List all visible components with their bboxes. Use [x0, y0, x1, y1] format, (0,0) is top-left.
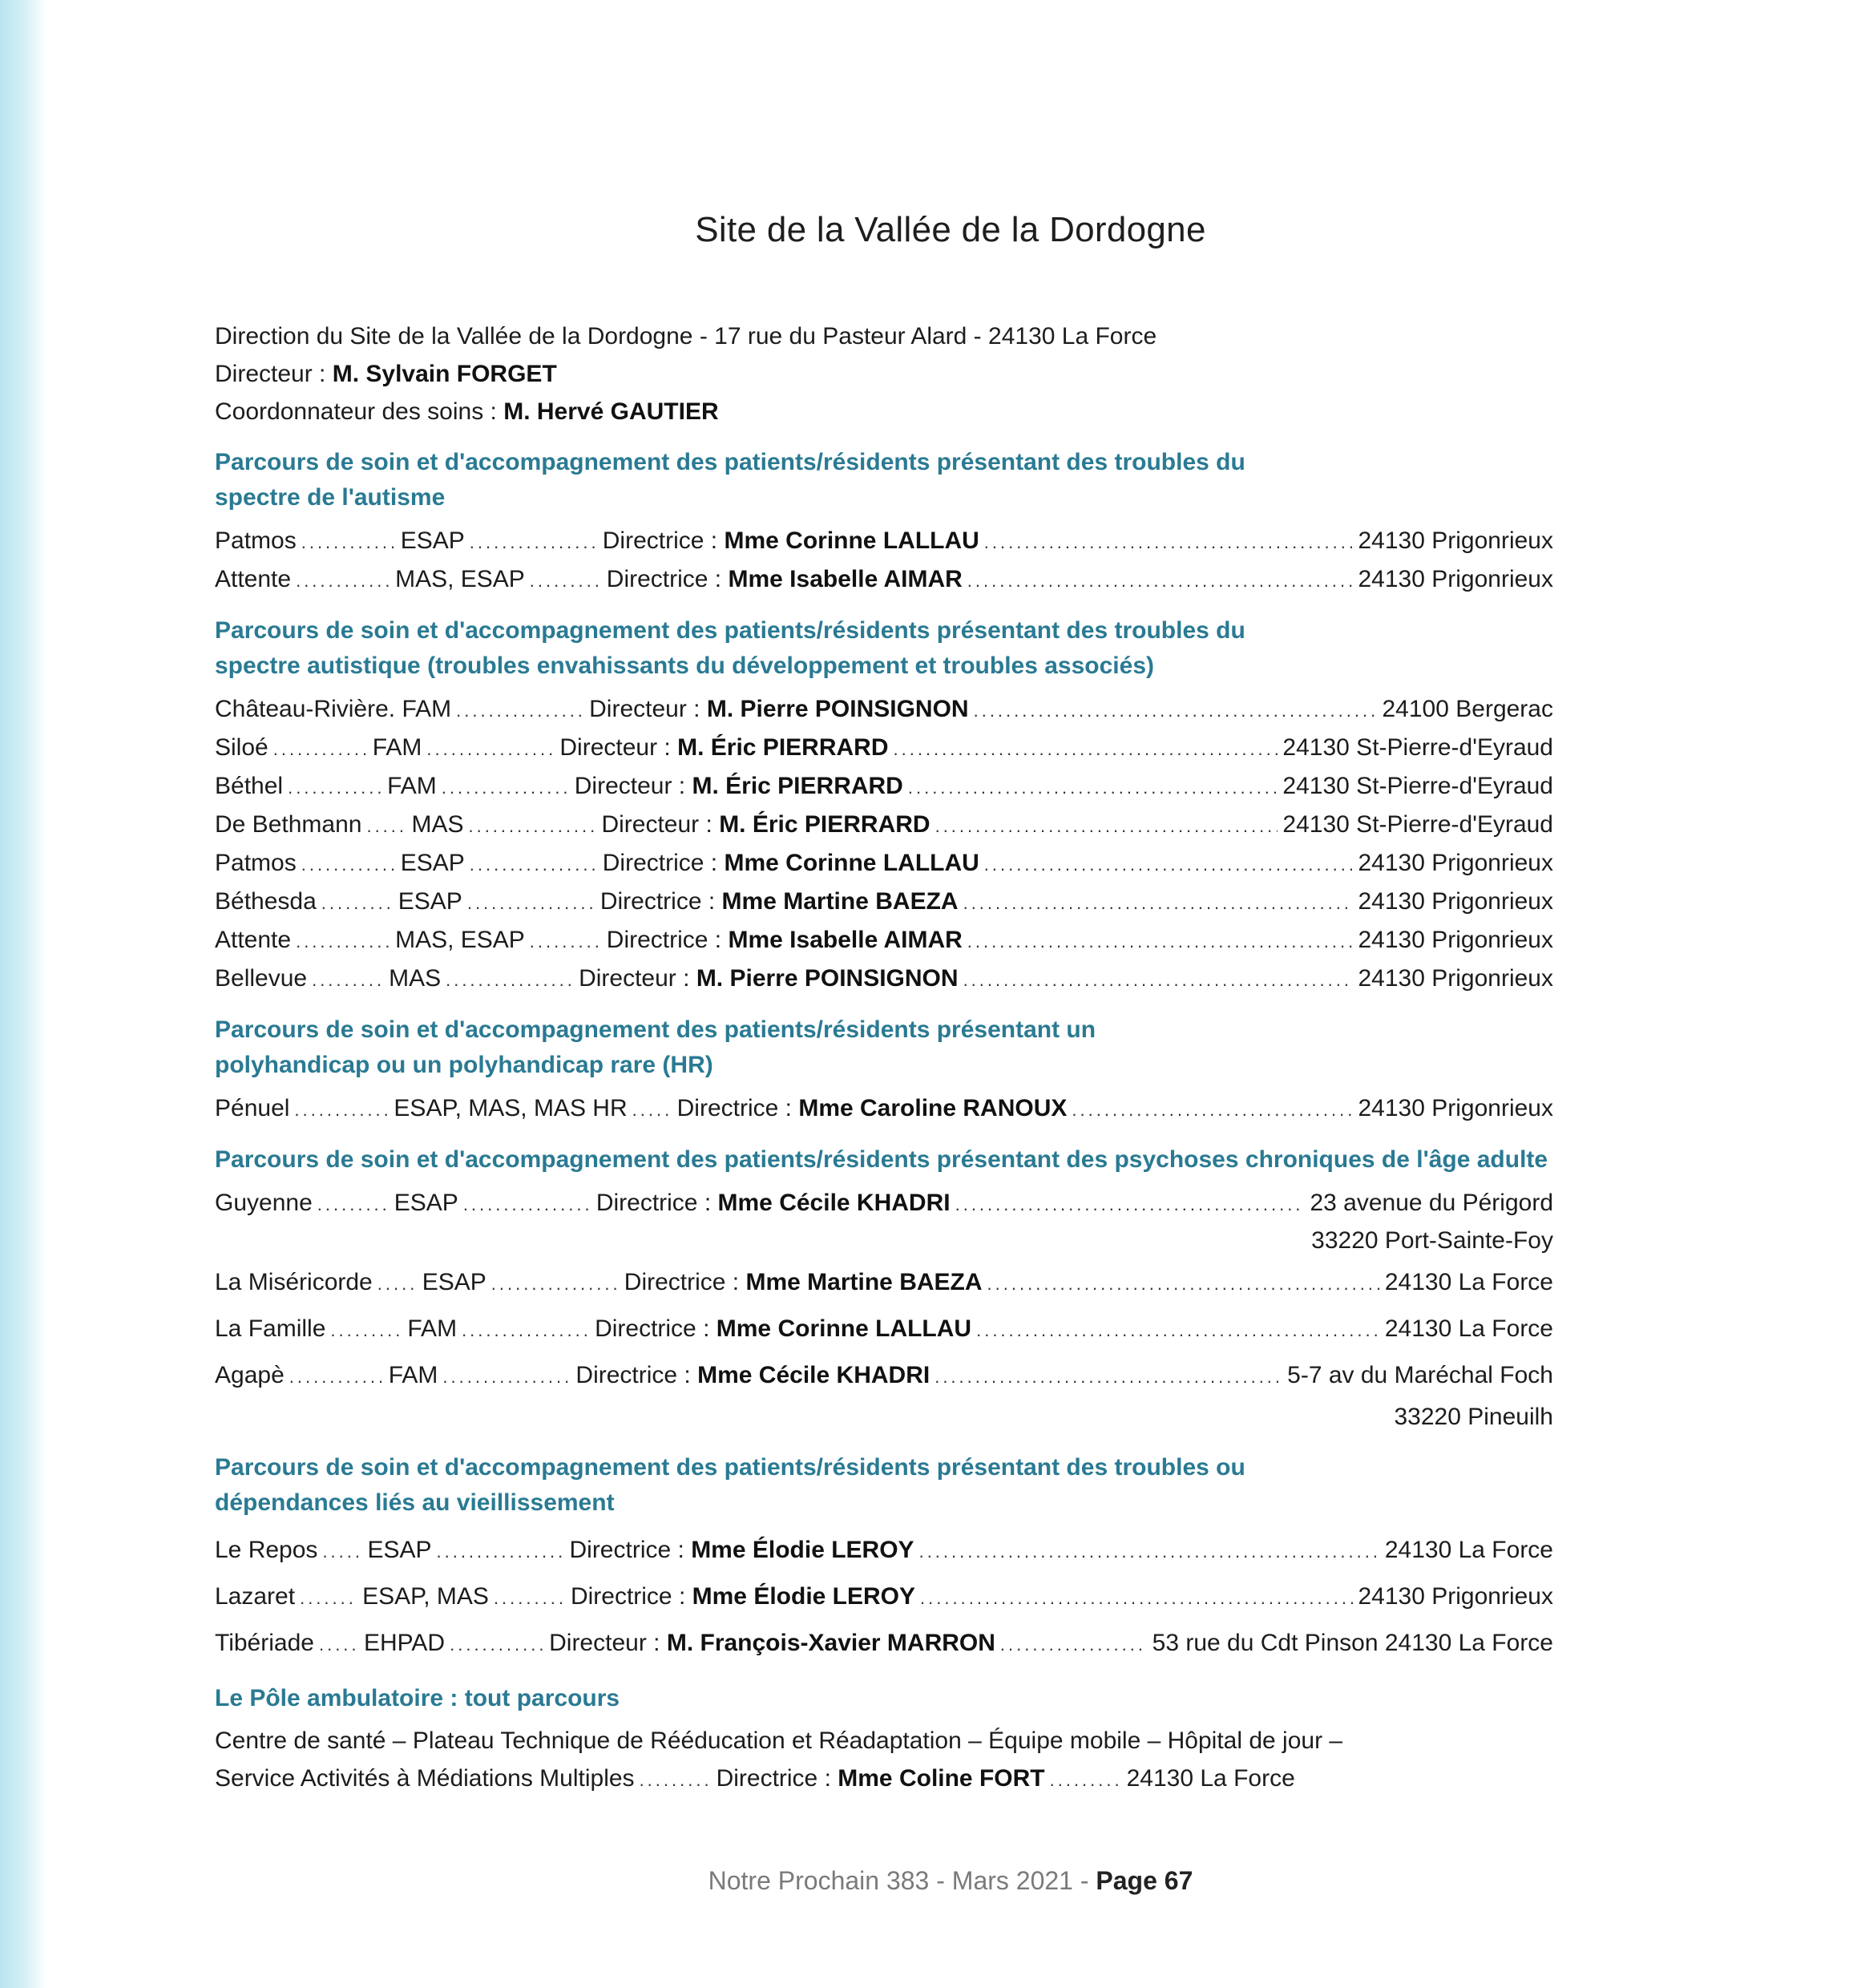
- section-title-psychoses: Parcours de soin et d'accompagnement des patients/résidents présentant des psychoses chroniques de l'âge adulte: [215, 1146, 1548, 1173]
- site-name: Patmos: [215, 850, 297, 876]
- role-label: Directeur :: [559, 734, 671, 761]
- site-name: Lazaret: [215, 1583, 296, 1610]
- ambulatory-row: [215, 1760, 1553, 1798]
- director-name: Mme Corinne LALLAU: [724, 527, 979, 554]
- director-name: Mme Isabelle AIMAR: [728, 927, 963, 953]
- director-line: [215, 355, 1553, 393]
- role-label: Directrice :: [595, 1190, 712, 1216]
- site-name: Siloé: [215, 734, 268, 761]
- section-title-ambulatory: Le Pôle ambulatoire : tout parcours: [215, 1685, 620, 1711]
- director-name: Mme Corinne LALLAU: [724, 850, 979, 876]
- address: 24130 Prigonrieux: [1358, 850, 1553, 876]
- address: 24130 Prigonrieux: [1358, 927, 1553, 953]
- listing-row: [215, 522, 1553, 560]
- facility-type: FAM: [372, 734, 422, 761]
- director-name: Mme Élodie LEROY: [691, 1537, 914, 1563]
- listing-row: [215, 921, 1553, 960]
- listing-row: [215, 1089, 1553, 1128]
- listing-row: [215, 1352, 1553, 1399]
- director-name: Mme Isabelle AIMAR: [728, 566, 963, 592]
- director-name: Mme Coline FORT: [838, 1765, 1045, 1792]
- role-label: Directeur :: [601, 811, 712, 838]
- coordinator-line: [215, 393, 1553, 430]
- facility-type: FAM: [388, 1362, 438, 1388]
- facility-type: ESAP, MAS: [362, 1583, 489, 1610]
- director-name: M. Éric PIERRARD: [677, 734, 889, 761]
- address: 24130 St-Pierre-d'Eyraud: [1282, 811, 1553, 838]
- listing-row: [215, 1306, 1553, 1352]
- site-name: Château-Rivière.: [215, 696, 396, 722]
- address: 24130 La Force: [1384, 1315, 1553, 1342]
- site-name: Béthesda: [215, 888, 317, 915]
- address: 24130 Prigonrieux: [1358, 965, 1553, 992]
- address: 24130 La Force: [1384, 1537, 1553, 1563]
- facility-type: ESAP: [367, 1537, 432, 1563]
- address: 24100 Bergerac: [1382, 696, 1553, 722]
- coordinator-label: Coordonnateur des soins :: [215, 398, 497, 425]
- address: 24130 St-Pierre-d'Eyraud: [1282, 734, 1553, 761]
- facility-type: ESAP: [398, 888, 462, 915]
- address: 24130 Prigonrieux: [1358, 566, 1553, 592]
- facility-type: MAS: [411, 811, 464, 838]
- listing-row: [215, 1259, 1553, 1306]
- director-label: Directeur :: [215, 361, 326, 387]
- site-name: Agapè: [215, 1362, 285, 1388]
- facility-type: ESAP, MAS, MAS HR: [394, 1095, 628, 1121]
- role-label: Directrice :: [676, 1095, 792, 1121]
- listing-row: [215, 1620, 1553, 1667]
- role-label: Directrice :: [570, 1583, 686, 1610]
- role-label: Directrice :: [569, 1537, 684, 1563]
- listing-row: [215, 767, 1553, 806]
- facility-type: EHPAD: [363, 1630, 446, 1656]
- address-line-2: 33220 Pineuilh: [1394, 1404, 1553, 1430]
- address: 24130 St-Pierre-d'Eyraud: [1282, 773, 1553, 799]
- facility-type: FAM: [402, 696, 452, 722]
- address: 23 avenue du Périgord: [1310, 1190, 1553, 1216]
- role-label: Directrice :: [602, 527, 718, 554]
- director-name: Mme Cécile KHADRI: [717, 1190, 951, 1216]
- facility-type: MAS, ESAP: [395, 927, 525, 953]
- page-edge-shadow: [0, 0, 46, 1988]
- listing-row: [215, 690, 1553, 729]
- site-name: Béthel: [215, 773, 284, 799]
- director-name: Mme Corinne LALLAU: [716, 1315, 972, 1342]
- site-name: Attente: [215, 566, 292, 592]
- role-label: Directeur :: [574, 773, 686, 799]
- role-label: Directrice :: [606, 927, 722, 953]
- role-label: Directeur :: [549, 1630, 660, 1656]
- site-name: Tibériade: [215, 1630, 314, 1656]
- listing-row: [215, 1527, 1553, 1574]
- role-label: Directeur :: [589, 696, 700, 722]
- site-name: Bellevue: [215, 965, 308, 992]
- ambulatory-services: Centre de santé – Plateau Technique de Rééducation et Réadaptation – Équipe mobile – Hôpital de jour –: [215, 1727, 1343, 1754]
- listing-row: [215, 1184, 1553, 1222]
- facility-type: MAS, ESAP: [395, 566, 525, 592]
- page-title: Site de la Vallée de la Dordogne: [695, 210, 1206, 249]
- direction-address: Direction du Site de la Vallée de la Dordogne - 17 rue du Pasteur Alard - 24130 La Force: [215, 323, 1157, 350]
- address: 24130 Prigonrieux: [1358, 1095, 1553, 1121]
- director-name: M. Pierre POINSIGNON: [706, 696, 969, 722]
- site-name: Guyenne: [215, 1190, 313, 1216]
- role-label: Directrice :: [716, 1765, 831, 1792]
- site-name: Le Repos: [215, 1537, 318, 1563]
- facility-type: MAS: [389, 965, 442, 992]
- section-title-autistic-spectrum: Parcours de soin et d'accompagnement des patients/résidents présentant des troubles du spectre autistique (troubles envahissants du développement et troubles associés): [215, 617, 1245, 679]
- site-name: Attente: [215, 927, 292, 953]
- footer-publication: Notre Prochain 383 - Mars 2021 -: [708, 1866, 1089, 1895]
- directory-content: [215, 317, 1553, 1798]
- address: 24130 Prigonrieux: [1358, 888, 1553, 915]
- facility-type: ESAP: [400, 527, 465, 554]
- site-name: Patmos: [215, 527, 297, 554]
- section-title-autism: Parcours de soin et d'accompagnement des patients/résidents présentant des troubles du spectre de l'autisme: [215, 449, 1245, 511]
- address-line-2: 33220 Port-Sainte-Foy: [1311, 1227, 1553, 1254]
- address: 24130 La Force: [1126, 1765, 1295, 1792]
- section-title-aging: Parcours de soin et d'accompagnement des patients/résidents présentant des troubles ou dépendances liés au vieillissement: [215, 1454, 1245, 1516]
- listing-row: [215, 883, 1553, 921]
- facility-type: ESAP: [422, 1269, 486, 1295]
- facility-type: FAM: [407, 1315, 458, 1342]
- address: 24130 Prigonrieux: [1358, 1583, 1553, 1610]
- role-label: Directeur :: [579, 965, 690, 992]
- director-name: M. Pierre POINSIGNON: [696, 965, 959, 992]
- site-name: La Famille: [215, 1315, 326, 1342]
- site-name: De Bethmann: [215, 811, 362, 838]
- director-name: Mme Martine BAEZA: [745, 1269, 983, 1295]
- role-label: Directrice :: [595, 1315, 710, 1342]
- listing-row: [215, 729, 1553, 767]
- page-footer: [0, 1866, 1869, 1896]
- role-label: Directrice :: [602, 850, 718, 876]
- director-name: M. Éric PIERRARD: [692, 773, 903, 799]
- address: 24130 Prigonrieux: [1358, 527, 1553, 554]
- footer-page-number: Page 67: [1096, 1866, 1193, 1895]
- listing-row: [215, 960, 1553, 998]
- director-name: Mme Élodie LEROY: [692, 1583, 916, 1610]
- service-name: Service Activités à Médiations Multiples: [215, 1765, 635, 1792]
- site-name: Pénuel: [215, 1095, 290, 1121]
- director-name: M. Éric PIERRARD: [719, 811, 930, 838]
- facility-type: ESAP: [394, 1190, 458, 1216]
- facility-type: ESAP: [400, 850, 465, 876]
- listing-row: [215, 806, 1553, 844]
- listing-row: [215, 844, 1553, 883]
- director-name: Mme Martine BAEZA: [721, 888, 959, 915]
- listing-row: [215, 560, 1553, 599]
- site-name: La Miséricorde: [215, 1269, 373, 1295]
- listing-row: [215, 1574, 1553, 1620]
- director-name: M. François-Xavier MARRON: [666, 1630, 995, 1656]
- address: 24130 La Force: [1384, 1269, 1553, 1295]
- facility-type: FAM: [387, 773, 437, 799]
- address: 53 rue du Cdt Pinson 24130 La Force: [1152, 1630, 1553, 1656]
- role-label: Directrice :: [599, 888, 716, 915]
- role-label: Directrice :: [624, 1269, 740, 1295]
- address: 5-7 av du Maréchal Foch: [1287, 1362, 1553, 1388]
- section-title-polyhandicap: Parcours de soin et d'accompagnement des patients/résidents présentant un polyhandicap ou un polyhandicap rare (HR): [215, 1016, 1096, 1078]
- director-name: Mme Caroline RANOUX: [798, 1095, 1068, 1121]
- director-name: M. Sylvain FORGET: [332, 361, 557, 387]
- role-label: Directrice :: [575, 1362, 691, 1388]
- director-name: Mme Cécile KHADRI: [697, 1362, 930, 1388]
- coordinator-name: M. Hervé GAUTIER: [503, 398, 719, 425]
- role-label: Directrice :: [606, 566, 722, 592]
